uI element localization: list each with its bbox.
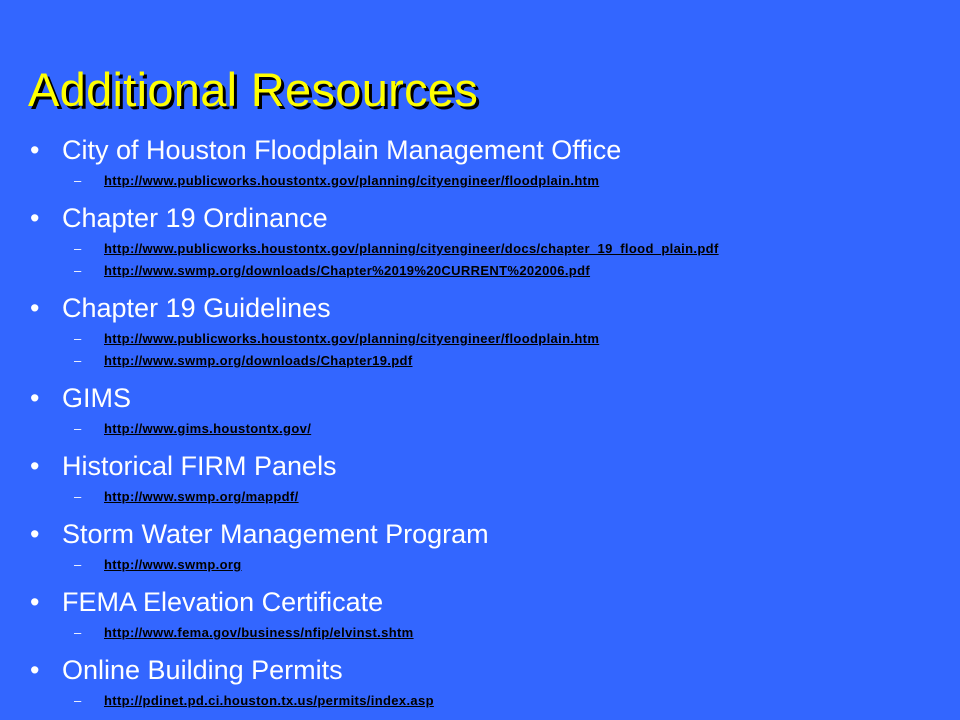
topic-links — [0, 328, 960, 378]
bullet-icon: • — [30, 203, 40, 233]
slide-title: Additional Resources — [28, 63, 479, 116]
dash-icon: – — [74, 489, 82, 504]
topic-links — [0, 170, 960, 198]
topic-heading — [0, 288, 960, 328]
resource-link[interactable]: http://www.swmp.org/downloads/Chapter19.pdf — [104, 353, 413, 368]
link-row — [0, 554, 960, 576]
resource-link[interactable]: http://www.gims.houstontx.gov/ — [104, 421, 312, 436]
dash-icon: – — [74, 353, 82, 368]
bullet-icon: • — [30, 655, 40, 685]
resource-topic — [0, 446, 960, 514]
link-row — [0, 238, 960, 260]
topic-heading — [0, 378, 960, 418]
topic-links — [0, 622, 960, 650]
topic-label: Chapter 19 Ordinance — [62, 203, 328, 233]
resource-topic — [0, 198, 960, 288]
dash-icon: – — [74, 331, 82, 346]
topic-links — [0, 690, 960, 718]
dash-icon: – — [74, 241, 82, 256]
dash-icon: – — [74, 421, 82, 436]
resource-topic — [0, 514, 960, 582]
topic-heading — [0, 514, 960, 554]
link-row — [0, 690, 960, 712]
link-row — [0, 328, 960, 350]
resource-link[interactable]: http://www.fema.gov/business/nfip/elvinst.shtm — [104, 625, 414, 640]
link-row — [0, 350, 960, 372]
resource-topic — [0, 650, 960, 718]
resource-link[interactable]: http://www.publicworks.houstontx.gov/planning/cityengineer/floodplain.htm — [104, 331, 600, 346]
bullet-icon: • — [30, 587, 40, 617]
topic-label: Historical FIRM Panels — [62, 451, 337, 481]
resource-link[interactable]: http://www.publicworks.houstontx.gov/planning/cityengineer/docs/chapter_19_flood_plain.pdf — [104, 241, 719, 256]
link-row — [0, 170, 960, 192]
topic-links — [0, 238, 960, 288]
resource-link[interactable]: http://www.swmp.org/mappdf/ — [104, 489, 299, 504]
dash-icon: – — [74, 557, 82, 572]
bullet-icon: • — [30, 383, 40, 413]
bullet-icon: • — [30, 135, 40, 165]
dash-icon: – — [74, 625, 82, 640]
topic-heading — [0, 650, 960, 690]
topic-links — [0, 418, 960, 446]
resource-link[interactable]: http://www.swmp.org — [104, 557, 242, 572]
resource-topic — [0, 378, 960, 446]
topic-label: City of Houston Floodplain Management Office — [62, 135, 622, 165]
topic-label: Chapter 19 Guidelines — [62, 293, 331, 323]
topic-heading — [0, 446, 960, 486]
link-row — [0, 622, 960, 644]
bullet-icon: • — [30, 293, 40, 323]
topic-label: Online Building Permits — [62, 655, 343, 685]
resource-topic — [0, 288, 960, 378]
link-row — [0, 260, 960, 282]
dash-icon: – — [74, 173, 82, 188]
link-row — [0, 486, 960, 508]
bullet-icon: • — [30, 451, 40, 481]
dash-icon: – — [74, 263, 82, 278]
topic-links — [0, 486, 960, 514]
resource-topic — [0, 130, 960, 198]
topic-label: Storm Water Management Program — [62, 519, 489, 549]
topic-heading — [0, 130, 960, 170]
resource-link[interactable]: http://pdinet.pd.ci.houston.tx.us/permits/index.asp — [104, 693, 434, 708]
bullet-icon: • — [30, 519, 40, 549]
topic-label: FEMA Elevation Certificate — [62, 587, 384, 617]
resource-link[interactable]: http://www.swmp.org/downloads/Chapter%2019%20CURRENT%202006.pdf — [104, 263, 591, 278]
topic-label: GIMS — [62, 383, 132, 413]
resource-topic — [0, 582, 960, 650]
dash-icon: – — [74, 693, 82, 708]
link-row — [0, 418, 960, 440]
topic-heading — [0, 198, 960, 238]
resource-link[interactable]: http://www.publicworks.houstontx.gov/planning/cityengineer/floodplain.htm — [104, 173, 600, 188]
resource-list — [0, 130, 960, 718]
topic-heading — [0, 582, 960, 622]
topic-links — [0, 554, 960, 582]
